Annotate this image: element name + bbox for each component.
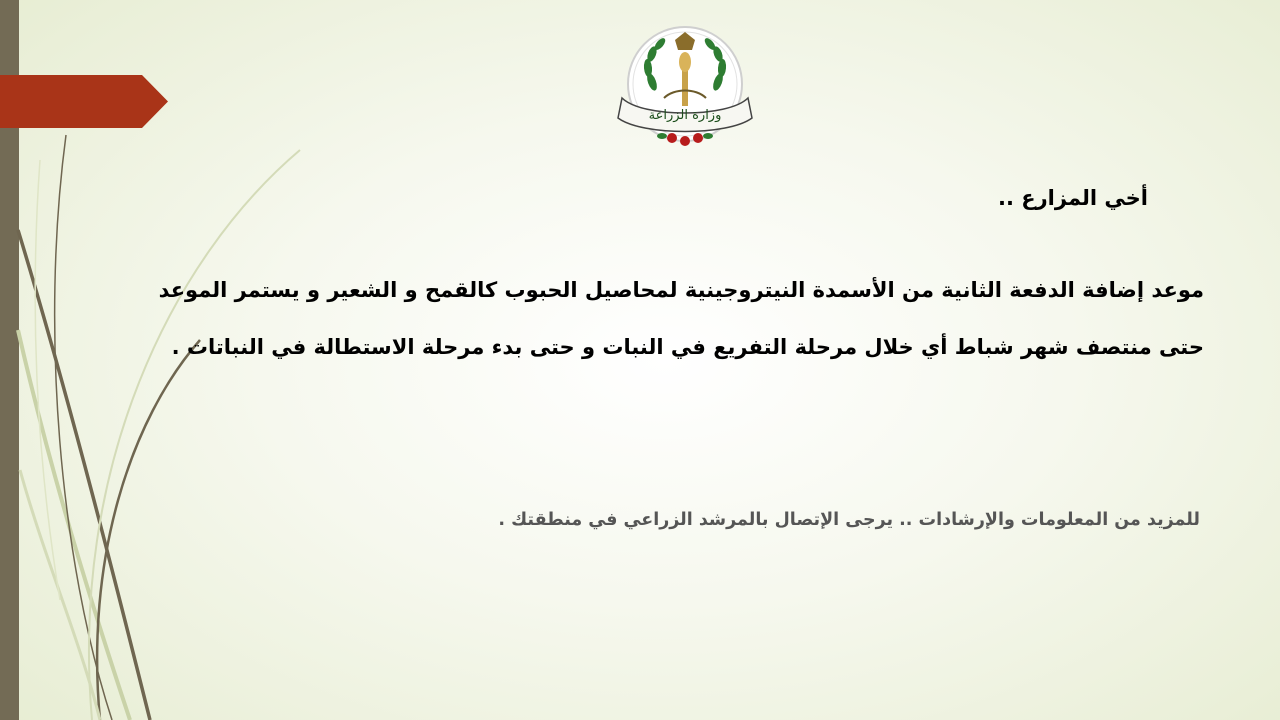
emblem-icon [612, 22, 758, 154]
fertilizer-schedule-text: موعد إضافة الدفعة الثانية من الأسمدة النيتروجينية لمحاصيل الحبوب كالقمح و الشعير و يستمر الموعد حتى منتصف شهر شباط أي خلال مرحلة التفريع في النبات و حتى بدء مرحلة الاستطالة في النباتات . [158, 278, 1204, 359]
greeting-heading: أخي المزارع .. [997, 186, 1148, 210]
title-tag-arrow [0, 75, 168, 128]
ministry-emblem [612, 22, 758, 154]
emblem-text: وزارة الزراعة [648, 108, 722, 123]
contact-note: للمزيد من المعلومات والإرشادات .. يرجى الإتصال بالمرشد الزراعي في منطقتك . [498, 510, 1200, 530]
